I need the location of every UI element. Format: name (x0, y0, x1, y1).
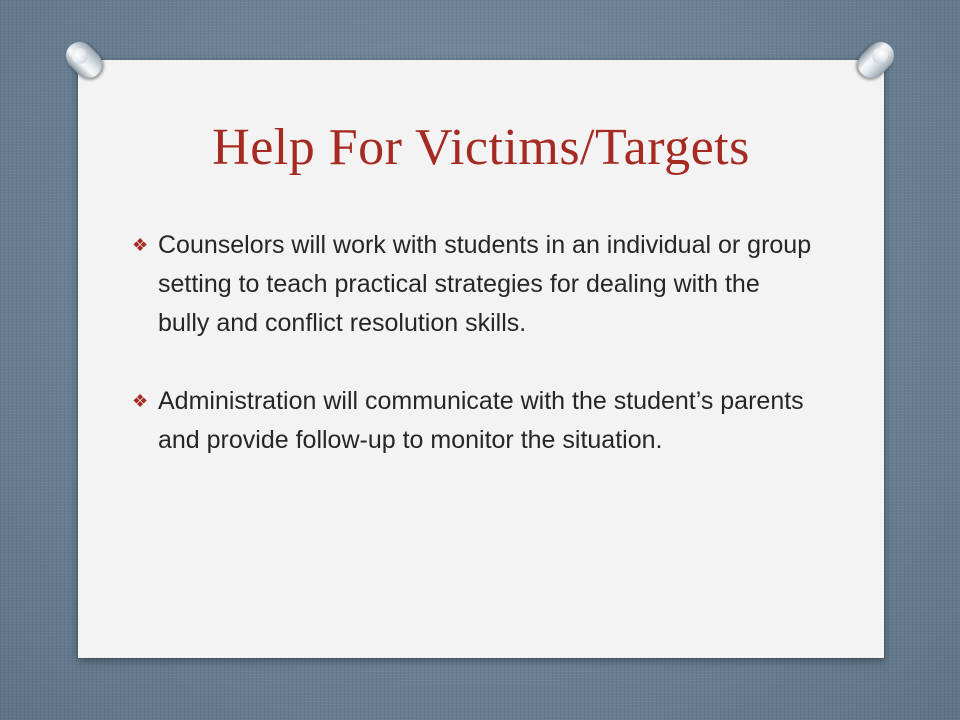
bullet-text: Counselors will work with students in an individual or group setting to teach practical strategies for dealing with the bully and conflict resolution skills. (158, 231, 812, 337)
diamond-bullet-icon: ❖ (132, 235, 149, 255)
bullet-item (132, 226, 812, 343)
diamond-bullet-icon: ❖ (132, 391, 149, 411)
bullet-list (132, 226, 812, 499)
bullet-item (132, 382, 812, 460)
bullet-text: Administration will communicate with the student’s parents and provide follow-up to monitor the situation. (158, 387, 804, 454)
slide-title: Help For Victims/Targets (212, 119, 750, 176)
